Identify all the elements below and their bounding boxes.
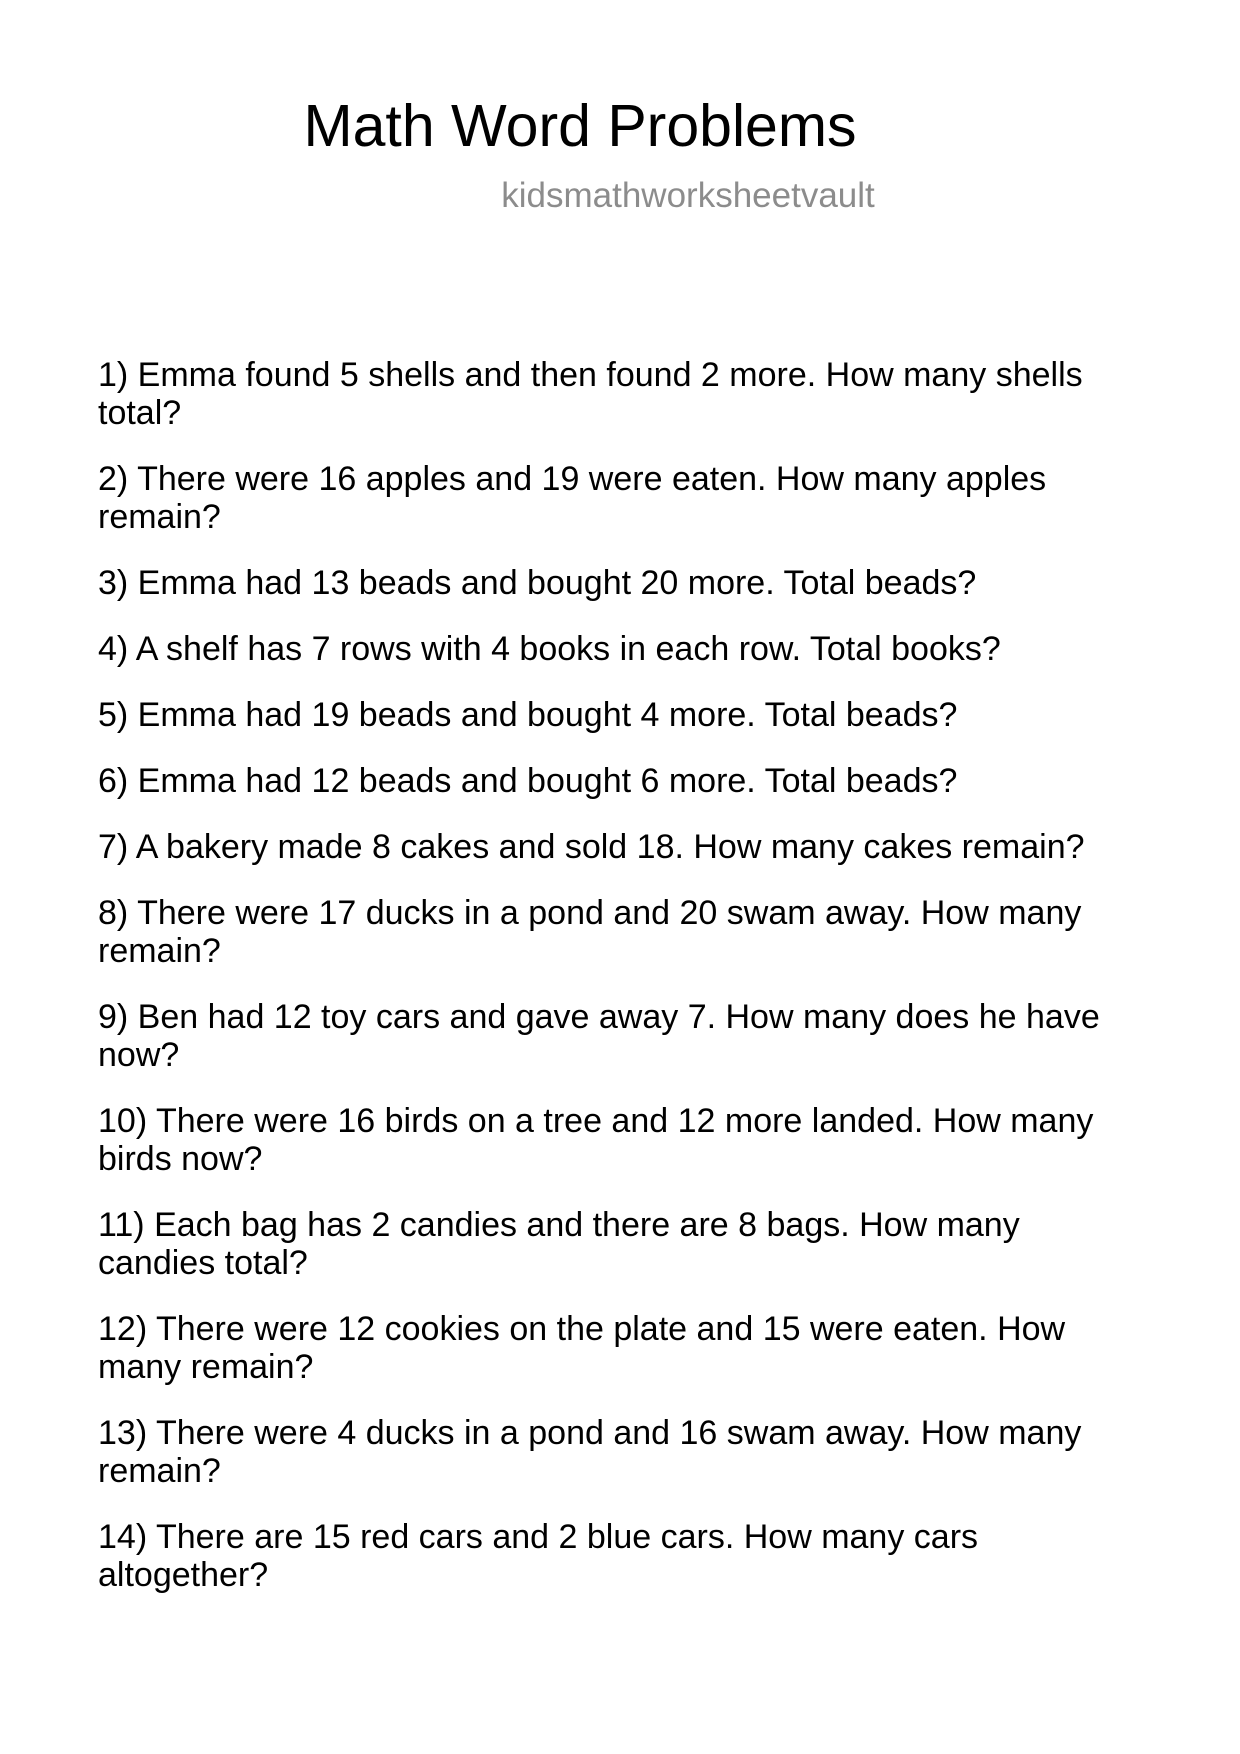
problem-item: 6) Emma had 12 beads and bought 6 more. Total beads? <box>98 762 958 800</box>
problem-item: 3) Emma had 13 beads and bought 20 more. Total beads? <box>98 564 977 602</box>
problem-item: 12) There were 12 cookies on the plate and 15 were eaten. How many remain? <box>98 1310 1066 1386</box>
problem-item: 14) There are 15 red cars and 2 blue cars. How many cars altogether? <box>98 1518 979 1594</box>
problem-item: 8) There were 17 ducks in a pond and 20 swam away. How many remain? <box>98 894 1082 970</box>
problem-list <box>98 356 1118 1594</box>
page-subtitle: kidsmathworksheetvault <box>501 176 875 215</box>
problem-item: 1) Emma found 5 shells and then found 2 more. How many shells total? <box>98 356 1083 432</box>
problem-item: 10) There were 16 birds on a tree and 12 more landed. How many birds now? <box>98 1102 1094 1178</box>
problem-item: 4) A shelf has 7 rows with 4 books in each row. Total books? <box>98 630 1001 668</box>
problem-item: 2) There were 16 apples and 19 were eaten. How many apples remain? <box>98 460 1047 536</box>
problem-item: 7) A bakery made 8 cakes and sold 18. How many cakes remain? <box>98 828 1085 866</box>
page-title: Math Word Problems <box>303 93 857 159</box>
problem-item: 5) Emma had 19 beads and bought 4 more. Total beads? <box>98 696 958 734</box>
problem-item: 13) There were 4 ducks in a pond and 16 swam away. How many remain? <box>98 1414 1082 1490</box>
problem-item: 9) Ben had 12 toy cars and gave away 7. How many does he have now? <box>98 998 1100 1074</box>
problem-item: 11) Each bag has 2 candies and there are 8 bags. How many candies total? <box>98 1206 1020 1282</box>
